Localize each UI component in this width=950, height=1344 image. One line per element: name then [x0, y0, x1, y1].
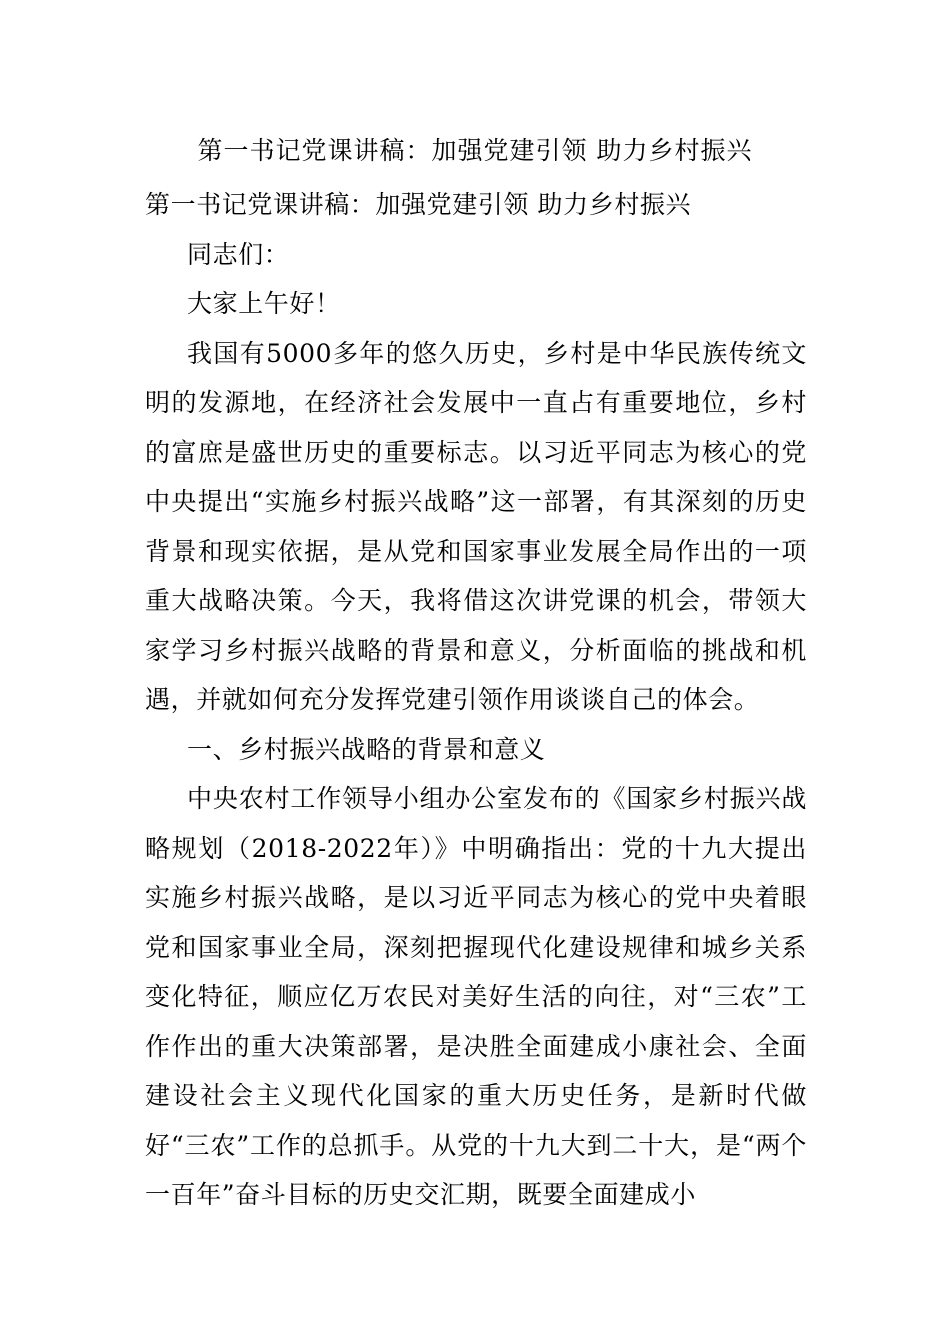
document-title: 第一书记党课讲稿：加强党建引领 助力乡村振兴 — [197, 136, 753, 165]
document-subtitle: 第一书记党课讲稿：加强党建引领 助力乡村振兴 — [145, 190, 692, 219]
greeting: 大家上午好！ — [187, 289, 341, 318]
document-body — [145, 180, 807, 1220]
section-heading: 一、乡村振兴战略的背景和意义 — [187, 734, 546, 764]
salutation: 同志们： — [187, 239, 290, 269]
paragraph-intro: 我国有5000多年的悠久历史，乡村是中华民族传统文明的发源地，在经济社会发展中一直占有重要地位，乡村的富庶是盛世历史的重要标志。以习近平同志为核心的党中央提出“实施乡村振兴战略”这一部署，有其深刻的历史背景和现实依据，是从党和国家事业发展全局作出的一项重大战略决策。今天，我将借这次讲党课的机会，带领大家学习乡村振兴战略的背景和意义，分析面临的挑战和机遇，并就如何充分发挥党建引领作用谈谈自己的体会。 — [145, 338, 807, 714]
paragraph-background: 中央农村工作领导小组办公室发布的《国家乡村振兴战略规划（2018-2022年）》中明确指出：党的十九大提出实施乡村振兴战略，是以习近平同志为核心的党中央着眼党和国家事业全局，深刻把握现代化建设规律和城乡关系变化特征，顺应亿万农民对美好生活的向往，对“三农”工作作出的重大决策部署，是决胜全面建成小康社会、全面建设社会主义现代化国家的重大历史任务，是新时代做好“三农”工作的总抓手。从党的十九大到二十大，是“两个一百年”奋斗目标的历史交汇期，既要全面建成小 — [145, 784, 807, 1209]
